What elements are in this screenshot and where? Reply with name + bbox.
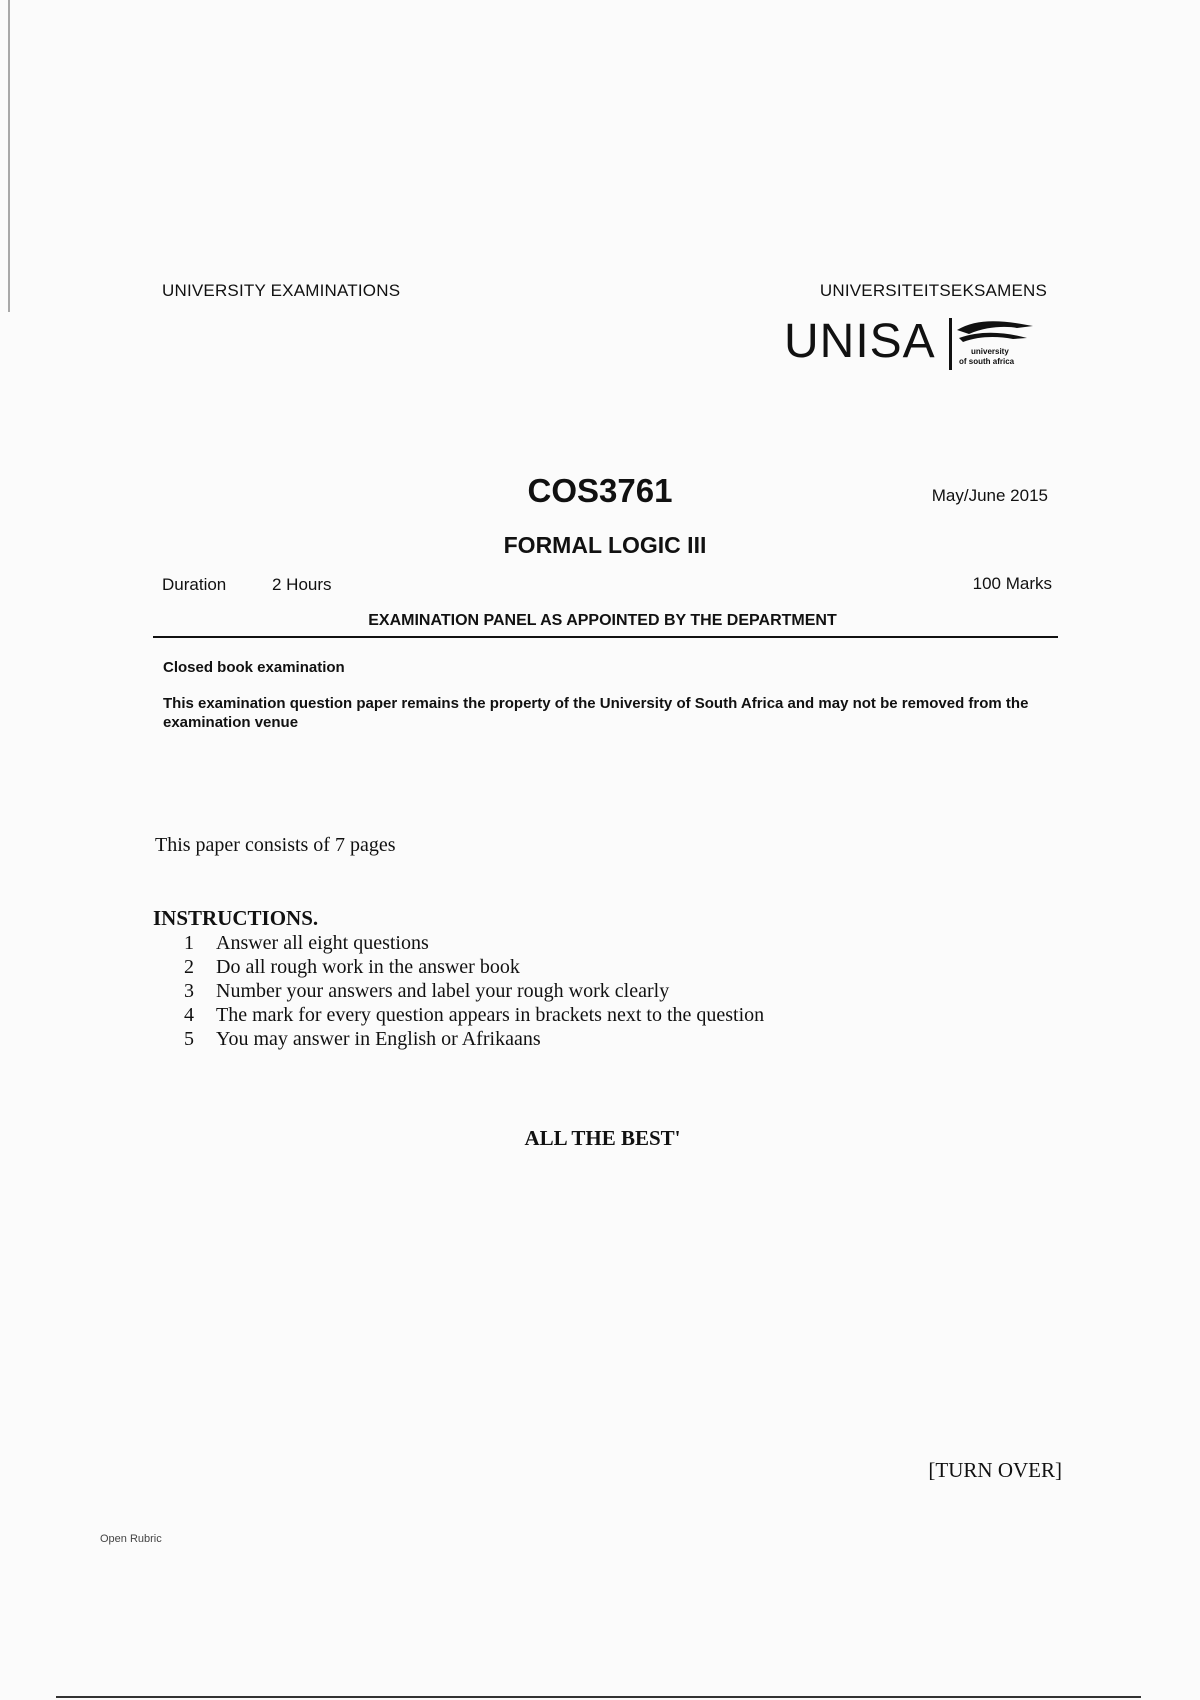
examination-panel: EXAMINATION PANEL AS APPOINTED BY THE DEPARTMENT (368, 612, 837, 629)
header-divider (153, 636, 1058, 638)
instruction-text: Number your answers and label your rough work clearly (216, 980, 670, 1002)
instruction-text: Do all rough work in the answer book (216, 956, 520, 978)
duration-label: Duration (162, 575, 227, 594)
closing-message: ALL THE BEST' (524, 1126, 681, 1150)
instructions-list (184, 931, 764, 1051)
course-code: COS3761 (527, 472, 673, 509)
duration-value: 2 Hours (272, 575, 332, 594)
instruction-item (184, 931, 764, 955)
instruction-text: The mark for every question appears in brackets next to the question (216, 1004, 765, 1026)
scan-edge-bottom (56, 1696, 1141, 1698)
instructions-heading: INSTRUCTIONS. (153, 906, 319, 930)
instruction-number: 2 (184, 956, 194, 978)
instruction-text: You may answer in English or Afrikaans (216, 1028, 541, 1050)
instruction-item (184, 955, 764, 979)
course-title: FORMAL LOGIC III (503, 532, 707, 558)
total-marks: 100 Marks (972, 574, 1052, 593)
header-left: UNIVERSITY EXAMINATIONS (162, 281, 401, 300)
instruction-number: 1 (184, 932, 194, 954)
instruction-item (184, 1027, 764, 1051)
instruction-item (184, 979, 764, 1003)
logo-tagline-1: university (971, 347, 1009, 356)
logo-emblem-icon (947, 316, 1043, 372)
logo-tagline-2: of south africa (959, 357, 1015, 366)
scan-edge-mark (8, 0, 10, 312)
page-count-note: This paper consists of 7 pages (155, 834, 396, 856)
instruction-number: 4 (184, 1004, 194, 1026)
unisa-logo (784, 312, 1044, 372)
exam-date: May/June 2015 (931, 486, 1048, 505)
turn-over-label: [TURN OVER] (928, 1458, 1062, 1482)
logo-wordmark: UNISA (784, 315, 936, 368)
instruction-number: 5 (184, 1028, 194, 1050)
footer-stamp: Open Rubric (100, 1533, 162, 1545)
property-notice: This examination question paper remains the property of the University of South Africa and may not be removed from the examination venue (163, 695, 1029, 731)
header-right: UNIVERSITEITSEKSAMENS (819, 281, 1047, 300)
instruction-number: 3 (184, 980, 194, 1002)
instruction-item (184, 1003, 764, 1027)
instruction-text: Answer all eight questions (216, 932, 429, 954)
closed-book-notice: Closed book examination (163, 659, 345, 676)
